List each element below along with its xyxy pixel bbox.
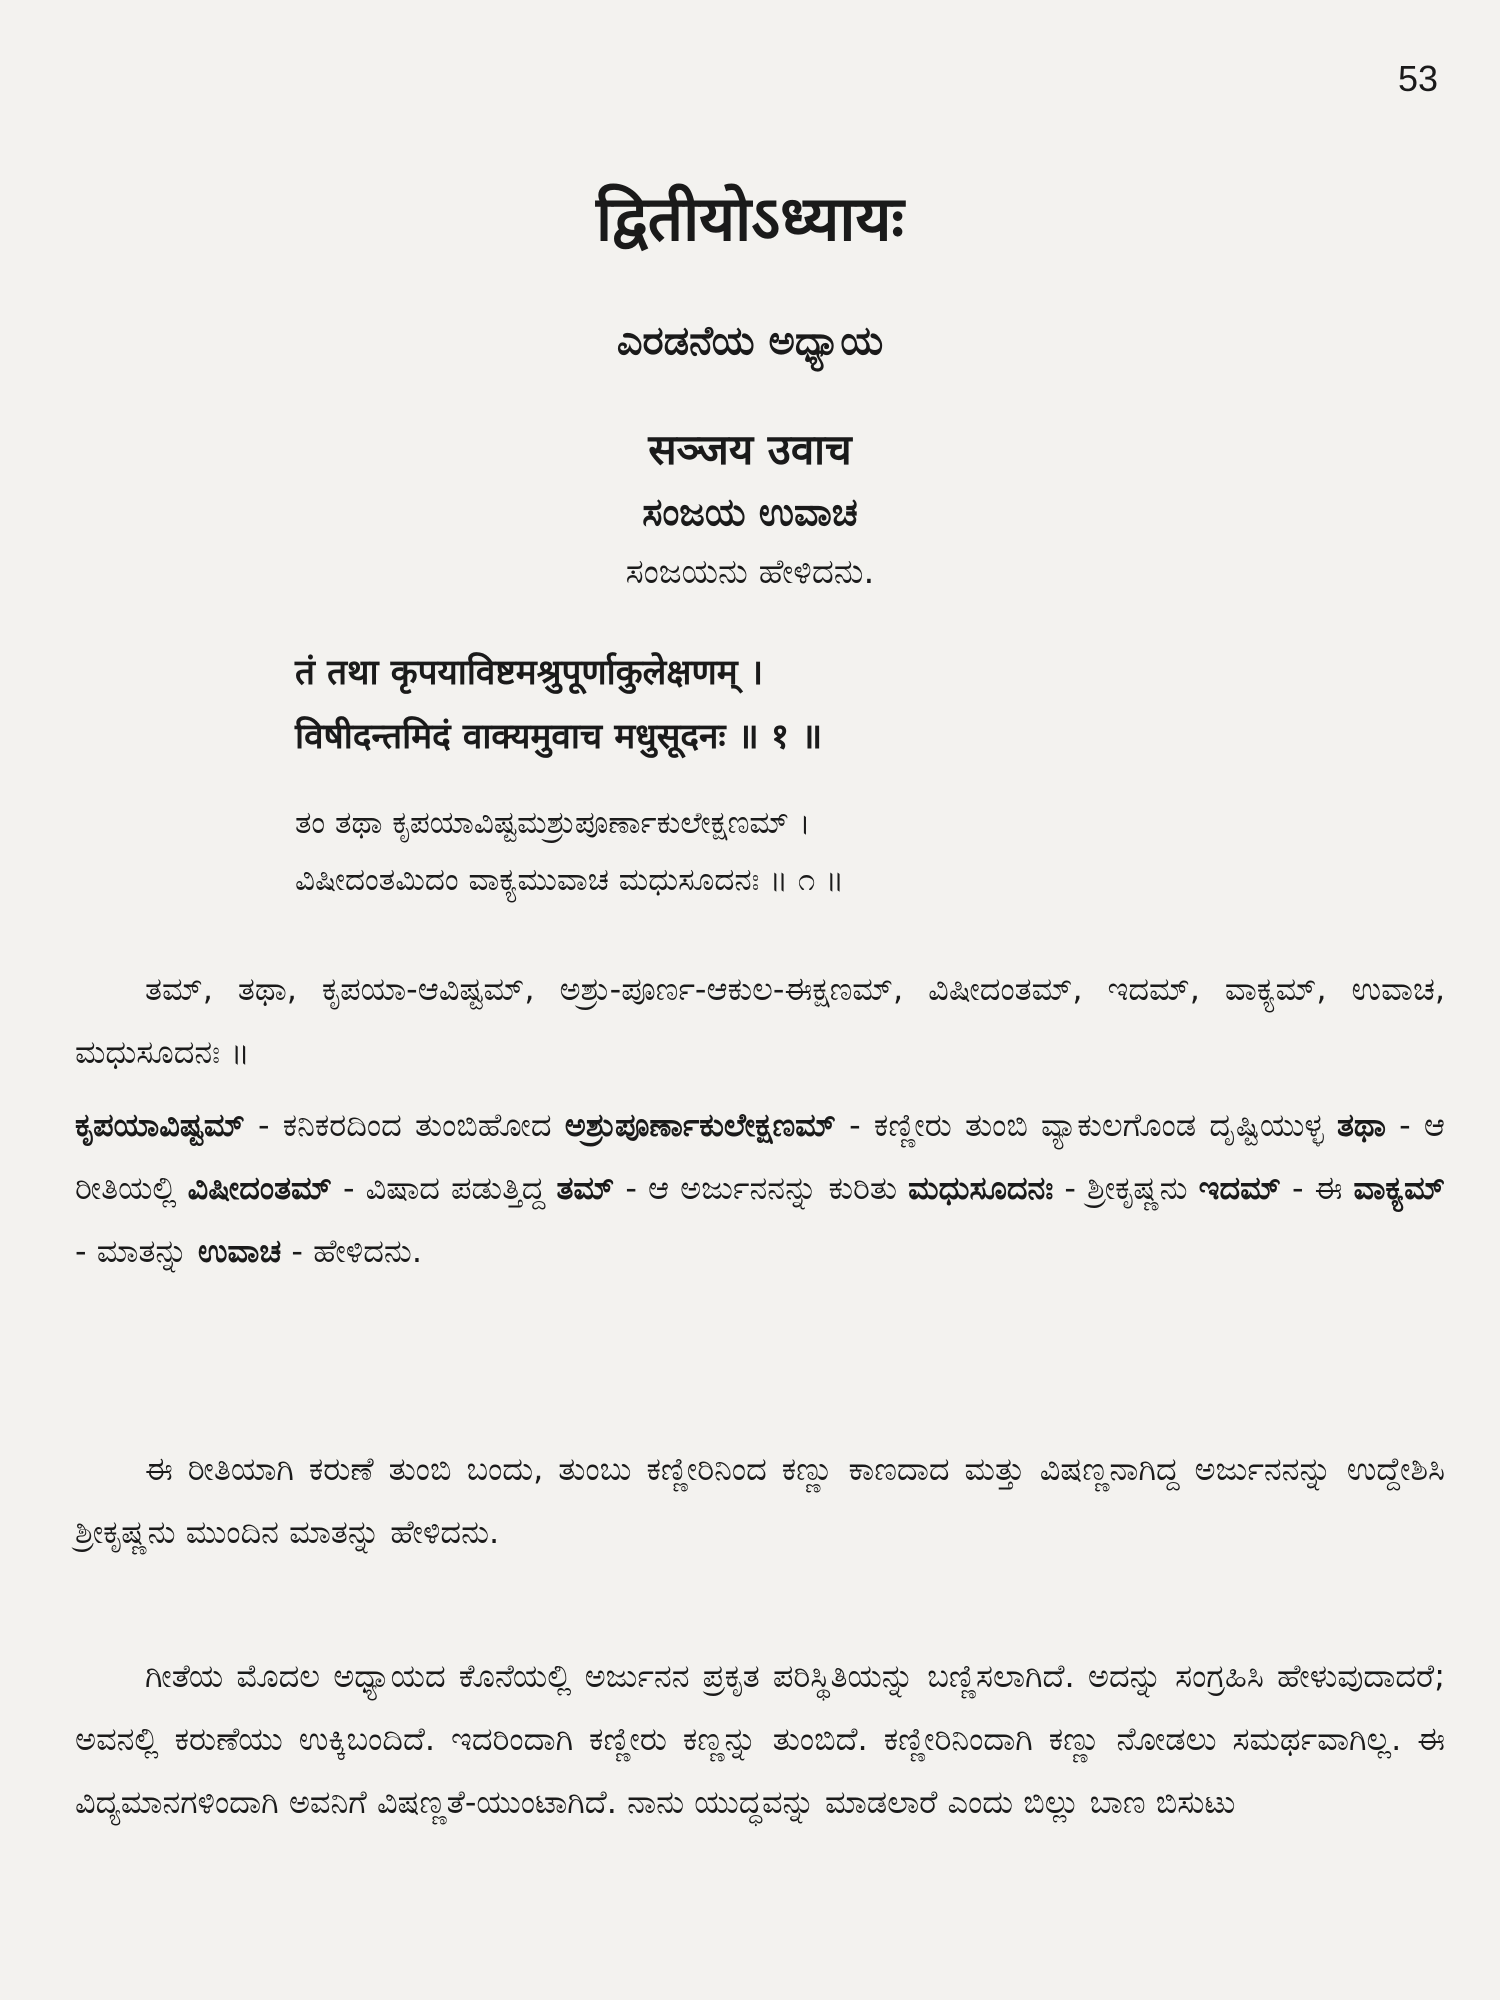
gloss-term: ಇದಮ್ [1198,1169,1281,1207]
gloss-meaning: - ಆ ಅರ್ಜುನನನ್ನು ಕುರಿತು [614,1169,909,1207]
chapter-subtitle: ಎರಡನೆಯ ಅಧ್ಯಾಯ [616,318,884,364]
word-split-paragraph: ತಮ್, ತಥಾ, ಕೃಪಯಾ-ಆವಿಷ್ಟಮ್, ಅಶ್ರು-ಪೂರ್ಣ-ಆಕುಲ-ಈಕ್ಷಣಮ್, ವಿಷೀದಂತಮ್, ಇದಮ್, ವಾಕ್ಯಮ್, ಉವಾಚ, ಮಧುಸೂದನಃ ॥ [75,970,1445,1071]
gloss-meaning: - ಮಾತನ್ನು [75,1232,198,1270]
verse-sanskrit-line: विषीदन्तमिदं वाक्यमुवाच मधुसूदनः ॥ १ ॥ [295,717,823,757]
commentary-paragraph: ಗೀತೆಯ ಮೊದಲ ಅಧ್ಯಾಯದ ಕೊನೆಯಲ್ಲಿ ಅರ್ಜುನನ ಪ್ರಕೃತ ಪರಿಸ್ಥಿತಿಯನ್ನು ಬಣ್ಣಿಸಲಾಗಿದೆ. ಅದನ್ನು ಸಂಗ್ರಹಿಸಿ ಹೇಳುವುದಾದರೆ; ಅವನಲ್ಲಿ ಕರುಣೆಯು ಉಕ್ಕಿಬಂದಿದೆ. ಇದರಿಂದಾಗಿ ಕಣ್ಣೀರು ಕಣ್ಣನ್ನು ತುಂಬಿದೆ. ಕಣ್ಣೀರಿನಿಂದಾಗಿ ಕಣ್ಣು ನೋಡಲು ಸಮರ್ಥವಾಗಿಲ್ಲ. ಈ ವಿದ್ಯಮಾನಗಳಿಂದಾಗಿ ಅವನಿಗೆ ವಿಷಣ್ಣತೆ-ಯುಂಟಾಗಿದೆ. ನಾನು ಯುದ್ಧವನ್ನು ಮಾಡಲಾರೆ ಎಂದು ಬಿಲ್ಲು ಬಾಣ ಬಿಸುಟು [75,1657,1445,1821]
speaker-heading-sanskrit: सञ्जय उवाच [648,425,852,474]
verse-kannada-line: ತಂ ತಥಾ ಕೃಪಯಾವಿಷ್ಟಮಶ್ರುಪೂರ್ಣಾಕುಲೇಕ್ಷಣಮ್ । [295,805,811,841]
gloss-meaning: - ಈ [1280,1169,1354,1207]
gloss-term: ವಾಕ್ಯಮ್ [1353,1169,1445,1207]
gloss-term: ವಿಷೀದಂತಮ್ [187,1169,332,1207]
verse-sanskrit-line: तं तथा कृपयाविष्टमश्रुपूर्णाकुलेक्षणम् । [295,653,764,693]
page-number: 53 [1397,58,1438,99]
gloss-term: ಮಧುಸೂದನಃ [908,1169,1054,1207]
gloss-term: ತಮ್ [556,1169,615,1207]
gloss-term: ಉವಾಚ [197,1232,282,1270]
gloss-term: ಅಶ್ರುಪೂರ್ಣಾಕುಲೇಕ್ಷಣಮ್ [564,1106,836,1144]
gloss-meaning: - ಆ ರೀತಿಯಲ್ಲಿ [75,1106,1445,1207]
gloss-meaning: - ಕಣ್ಣೀರು ತುಂಬಿ ವ್ಯಾಕುಲಗೊಂಡ ದೃಷ್ಟಿಯುಳ್ಳ [835,1106,1337,1144]
gloss-term: ಕೃಪಯಾವಿಷ್ಟಮ್ [75,1106,245,1144]
gloss-meaning: - ಶ್ರೀಕೃಷ್ಣನು [1053,1169,1199,1207]
speaker-meaning: ಸಂಜಯನು ಹೇಳಿದನು. [625,552,875,592]
chapter-title: द्वितीयोऽध्यायः [596,182,904,255]
summary-paragraph: ಈ ರೀತಿಯಾಗಿ ಕರುಣೆ ತುಂಬಿ ಬಂದು, ತುಂಬು ಕಣ್ಣೀರಿನಿಂದ ಕಣ್ಣು ಕಾಣದಾದ ಮತ್ತು ವಿಷಣ್ಣನಾಗಿದ್ದ ಅರ್ಜುನನನ್ನು ಉದ್ದೇಶಿಸಿ ಶ್ರೀಕೃಷ್ಣನು ಮುಂದಿನ ಮಾತನ್ನು ಹೇಳಿದನು. [75,1450,1445,1551]
verse-kannada-line: ವಿಷೀದಂತಮಿದಂ ವಾಕ್ಯಮುವಾಚ ಮಧುಸೂದನಃ ॥ ೧ ॥ [295,862,845,898]
gloss-meaning: - ಹೇಳಿದನು. [281,1232,423,1270]
word-meaning-paragraph [75,1094,1445,1283]
speaker-heading-kannada: ಸಂಜಯ ಉವಾಚ [642,490,858,534]
gloss-meaning: - ಕನಿಕರದಿಂದ ತುಂಬಿಹೋದ [244,1106,565,1144]
gloss-term: ತಥಾ [1336,1106,1386,1144]
gloss-meaning: - ವಿಷಾದ ಪಡುತ್ತಿದ್ದ [331,1169,557,1207]
